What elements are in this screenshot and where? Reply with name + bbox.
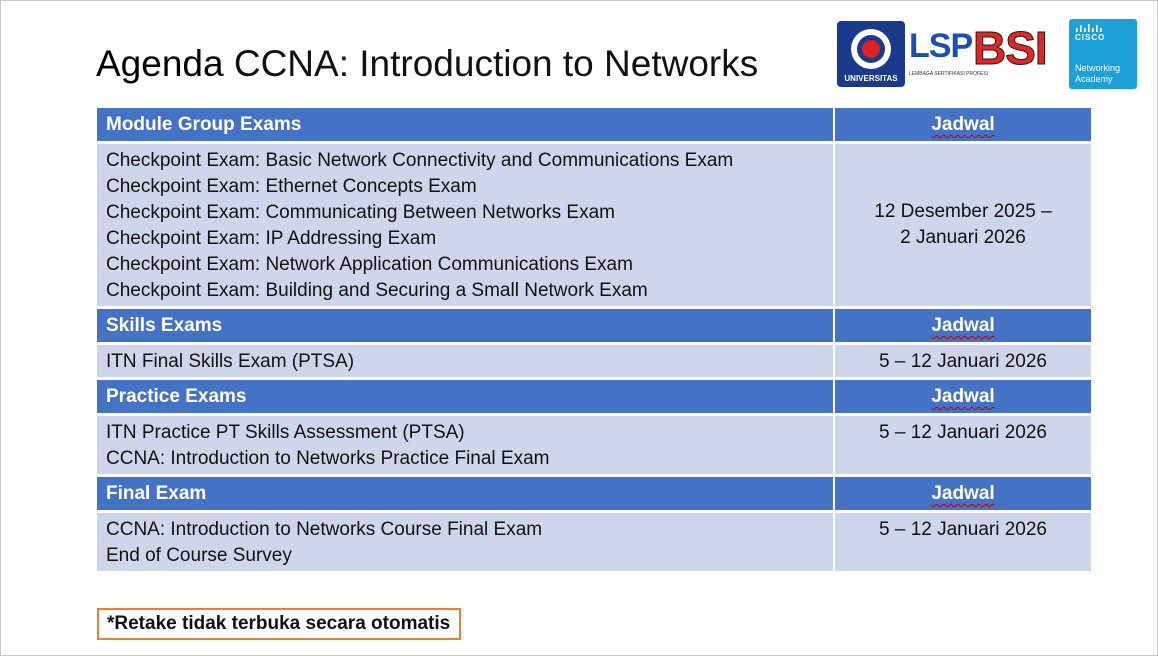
exam-list [97, 144, 835, 309]
section-header-row [97, 477, 1093, 513]
cisco-bars-icon [1075, 24, 1105, 33]
cisco-label: CISCO [1075, 33, 1106, 42]
schedule-header: Jadwal [835, 309, 1093, 345]
schedule-line: 2 Januari 2026 [900, 227, 1026, 248]
section-header-row [97, 380, 1093, 416]
ubsi-logo [837, 21, 905, 87]
retake-note [97, 608, 461, 640]
page-title [96, 41, 758, 87]
exam-item: Checkpoint Exam: Building and Securing a Small Network Exam [106, 280, 648, 301]
cisco-line1: Networking [1075, 63, 1121, 73]
title-course: CCNA: Introduction to Networks [233, 43, 759, 84]
retake-note-text: *Retake tidak terbuka secara otomatis [107, 613, 451, 634]
section-body-row [97, 513, 1093, 574]
schedule-header: Jadwal [835, 108, 1093, 144]
schedule-value [835, 144, 1093, 309]
cisco-academy-logo [1069, 19, 1137, 89]
exam-item: Checkpoint Exam: IP Addressing Exam [106, 228, 437, 249]
cisco-line2: Academy [1075, 74, 1113, 84]
schedule-header: Jadwal [835, 380, 1093, 416]
exam-list [97, 513, 835, 574]
section-header-row [97, 309, 1093, 345]
section-header-row [97, 108, 1093, 144]
schedule-header: Jadwal [835, 477, 1093, 513]
section-body-row [97, 345, 1093, 380]
exam-item: Checkpoint Exam: Basic Network Connectivity and Communications Exam [106, 150, 734, 171]
title-agenda: Agenda [96, 43, 224, 84]
exam-item: CCNA: Introduction to Networks Course Final Exam [106, 519, 543, 540]
section-header: Practice Exams [97, 380, 835, 416]
section-header: Skills Exams [97, 309, 835, 345]
section-header: Final Exam [97, 477, 835, 513]
schedule-value: 5 – 12 Januari 2026 [835, 513, 1093, 574]
section-body-row [97, 416, 1093, 477]
bsi-text: BSI [973, 22, 1047, 74]
schedule-value: 5 – 12 Januari 2026 [835, 416, 1093, 477]
section-header: Module Group Exams [97, 108, 835, 144]
exam-item: Checkpoint Exam: Ethernet Concepts Exam [106, 176, 477, 197]
lsp-bsi-logo [909, 22, 1061, 87]
lsp-text: LSP [909, 27, 973, 65]
exam-item: Checkpoint Exam: Network Application Communications Exam [106, 254, 633, 275]
agenda-table [97, 108, 1093, 574]
exam-item: Checkpoint Exam: Communicating Between Networks Exam [106, 202, 615, 223]
schedule-line: 12 Desember 2025 – [874, 201, 1052, 222]
exam-list [97, 416, 835, 477]
schedule-value: 5 – 12 Januari 2026 [835, 345, 1093, 380]
section-body-row [97, 144, 1093, 309]
exam-item: CCNA: Introduction to Networks Practice Final Exam [106, 448, 550, 469]
exam-item: End of Course Survey [106, 545, 292, 566]
ubsi-label: UNIVERSITAS [844, 74, 898, 83]
exam-item: ITN Final Skills Exam (PTSA) [106, 351, 355, 372]
exam-list [97, 345, 835, 380]
exam-item: ITN Practice PT Skills Assessment (PTSA) [106, 422, 465, 443]
lsp-subtitle: LEMBAGA SERTIFIKASI PROFESI [909, 71, 989, 77]
